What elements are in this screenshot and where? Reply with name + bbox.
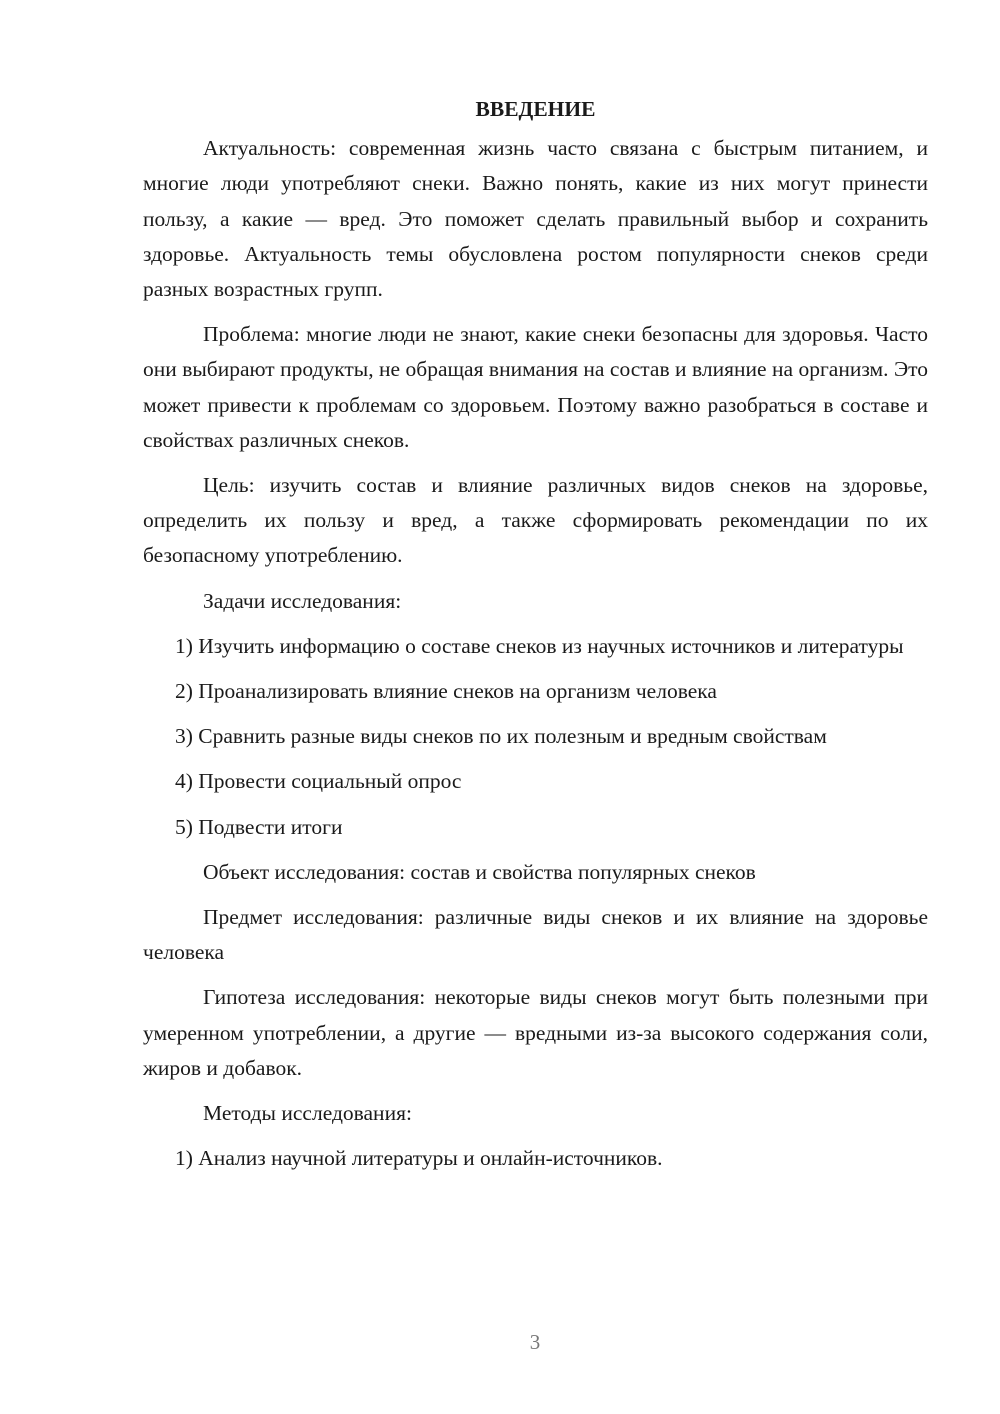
task-item-4: 4) Провести социальный опрос (175, 769, 462, 794)
object-paragraph: Объект исследования: состав и свойства популярных снеков (203, 859, 756, 884)
page-content (143, 92, 928, 1186)
subject-paragraph: Предмет исследования: различные виды снеков и их влияние на здоровье человека (143, 905, 928, 965)
problem-paragraph: Проблема: многие люди не знают, какие снеки безопасны для здоровья. Часто они выбирают продукты, не обращая внимания на состав и влияние на организм. Это может привести к проблемам со здоровьем. Поэтому важно разобраться в составе и свойствах различных снеков. (143, 322, 928, 452)
goal-paragraph: Цель: изучить состав и влияние различных видов снеков на здоровье, определить их пользу и вред, а также сформировать рекомендации по их безопасному употреблению. (143, 473, 928, 568)
methods-heading: Методы исследования: (203, 1101, 412, 1126)
task-item-3: 3) Сравнить разные виды снеков по их полезным и вредным свойствам (175, 724, 827, 749)
method-item-1: 1) Анализ научной литературы и онлайн-источников. (175, 1146, 663, 1171)
task-item-5: 5) Подвести итоги (175, 814, 343, 839)
task-item-1: 1) Изучить информацию о составе снеков из научных источников и литературы (175, 633, 904, 658)
relevance-paragraph: Актуальность: современная жизнь часто связана с быстрым питанием, и многие люди употребляют снеки. Важно понять, какие из них могут принести пользу, а какие — вред. Это поможет сделать правильный выбор и сохранить здоровье. Актуальность темы обусловлена ростом популярности снеков среди разных возрастных групп. (143, 136, 928, 302)
page-title: ВВЕДЕНИЕ (475, 97, 596, 121)
page-number: 3 (529, 1330, 541, 1354)
hypothesis-paragraph: Гипотеза исследования: некоторые виды снеков могут быть полезными при умеренном употреблении, а другие — вредными из-за высокого содержания соли, жиров и добавок. (143, 985, 928, 1080)
tasks-heading: Задачи исследования: (203, 588, 402, 613)
task-item-2: 2) Проанализировать влияние снеков на организм человека (175, 679, 717, 704)
